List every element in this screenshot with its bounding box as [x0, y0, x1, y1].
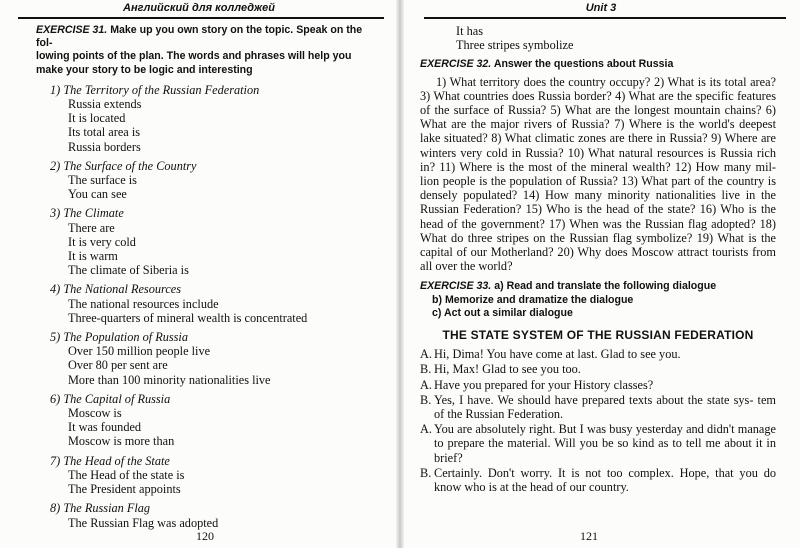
utterance: Have you prepared for your History classes? — [434, 377, 654, 392]
exercise-31-heading: EXERCISE 31. Make up you own story on the topic. Speak on the fol- lowing points of the plan. The words and phrases will help you make your story to be logic and interesting — [36, 24, 363, 76]
phrase: There are — [68, 220, 115, 235]
utterance: Hi, Max! Glad to see you too. — [434, 362, 581, 377]
plan-items — [50, 83, 366, 530]
phrase: Over 80 per sent are — [68, 358, 168, 373]
page-number-left: 120 — [196, 529, 214, 543]
running-head-left: Английский для колледжей — [123, 2, 275, 14]
phrase: The climate of Siberia is — [68, 263, 189, 278]
phrase: It is very cold — [68, 234, 136, 249]
plan-item-title: 3) The Climate — [50, 206, 124, 221]
utterance: Hi, Dima! You have come at last. Glad to see you. — [434, 347, 681, 362]
carryover-phrase: It has — [456, 24, 483, 38]
speaker-label: B. — [420, 392, 432, 407]
header-rule-left — [18, 17, 384, 19]
dialogue-line — [420, 393, 776, 421]
questions-paragraph: 1) What territory does the country occupy? 2) What is its total area? 3) What countries does Russia border? 4) What are the specific features of the surface of Russia? 5) What are the longest mountain chains? 6) What are the major rivers of Russia? 7) Where is the world's deepest lake situated? 8) What climatic zones are there in Russia? 9) Where are winters very cold in Russia? 10) What natural resources is Russia rich in? 11) Where is the most of the mineral wealth? 12) How many mil-lion people is the population of Russia? 13) What part of the country is densely populated? 14) How many minority nationalities live in the Russian Federation? 15) Who is the head of the state? 16) Who is the head of the government? 17) When was the Russian flag adopted? 18) What do three stripes on the Russian flag symbolize? 19) What is the capital of our Motherland? 20) Why does Moscow attract tourists from all over the world? — [420, 74, 776, 274]
exercise-33-number: EXERCISE 33. — [420, 280, 492, 293]
phrase: The national resources include — [68, 296, 219, 311]
exercise-31-number: EXERCISE 31. — [36, 24, 108, 36]
section-title: THE STATE SYSTEM OF THE RUSSIAN FEDERATION — [442, 328, 754, 343]
plan-item-title: 6) The Capital of Russia — [50, 391, 171, 406]
plan-item — [50, 454, 366, 497]
carryover-phrase: Three stripes symbolize — [456, 38, 574, 53]
phrase: The Head of the state is — [68, 467, 185, 482]
plan-item — [50, 282, 366, 325]
speaker-label: B. — [420, 362, 432, 377]
utterance: Yes, I have. We should have prepared texts about the state sys- tem of the Russian Federation. — [434, 392, 776, 422]
plan-item — [50, 159, 366, 202]
plan-item — [50, 501, 366, 529]
dialogue — [420, 347, 776, 494]
phrase: Three-quarters of mineral wealth is concentrated — [68, 310, 308, 325]
page-number-right: 121 — [580, 529, 598, 543]
phrase: Moscow is more than — [68, 434, 175, 449]
phrase: The President appoints — [68, 482, 181, 497]
plan-item-title: 8) The Russian Flag — [50, 501, 151, 516]
speaker-label: A. — [420, 347, 432, 362]
dialogue-line — [420, 362, 776, 376]
phrase: Russia extends — [68, 97, 142, 112]
running-head-right: Unit 3 — [585, 2, 617, 14]
plan-item-title: 5) The Population of Russia — [50, 330, 188, 345]
plan-item — [50, 83, 366, 154]
phrase: Its total area is — [68, 125, 141, 140]
exercise-32-heading: EXERCISE 32. Answer the questions about Russia — [420, 58, 674, 71]
dialogue-line — [420, 466, 776, 494]
exercise-32-number: EXERCISE 32. — [420, 58, 492, 71]
phrase: The Russian Flag was adopted — [68, 515, 219, 530]
phrase: Russia borders — [68, 139, 141, 154]
dialogue-line — [420, 422, 776, 465]
phrase: The surface is — [68, 173, 137, 188]
right-page — [402, 0, 800, 548]
plan-item-title: 4) The National Resources — [50, 282, 182, 297]
dialogue-line — [420, 347, 776, 361]
phrase: It is located — [68, 111, 126, 126]
phrase: More than 100 minority nationalities live — [68, 372, 271, 387]
phrase: You can see — [68, 187, 127, 202]
dialogue-line — [420, 378, 776, 392]
plan-item — [50, 392, 366, 449]
plan-item-title: 1) The Territory of the Russian Federation — [50, 82, 260, 97]
plan-item-title: 7) The Head of the State — [50, 453, 170, 468]
left-page — [0, 0, 398, 548]
phrase: It is warm — [68, 249, 118, 264]
utterance: Certainly. Don't worry. It is not too complex. Hope, that you do know who is at the head of our country. — [434, 465, 776, 495]
plan-item — [50, 206, 366, 277]
utterance: You are absolutely right. But I was busy yesterday and didn't manage to prepare the material. Will you be so kind as to tell me about it in brief? — [434, 422, 776, 465]
plan-item — [50, 330, 366, 387]
exercise-33-heading: EXERCISE 33. a) Read and translate the following dialogue b) Memorize and dramatize the dialogue c) Act out a similar dialogue — [420, 280, 717, 319]
plan-item-title: 2) The Surface of the Country — [50, 158, 197, 173]
speaker-label: A. — [420, 422, 432, 437]
header-rule-right — [424, 17, 786, 19]
phrase: Moscow is — [68, 406, 122, 421]
speaker-label: B. — [420, 465, 432, 480]
phrase: It was founded — [68, 420, 142, 435]
phrase: Over 150 million people live — [68, 344, 211, 359]
speaker-label: A. — [420, 377, 432, 392]
